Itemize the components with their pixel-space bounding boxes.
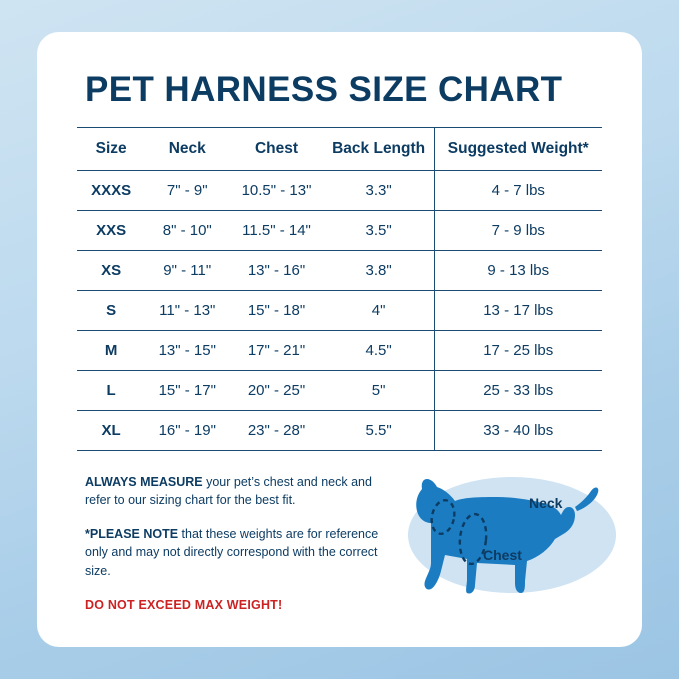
footer-section bbox=[77, 473, 602, 627]
note-measure-lead: ALWAYS MEASURE bbox=[85, 475, 203, 489]
cell-chest: 10.5" - 13" bbox=[229, 171, 324, 211]
column-header-size: Size bbox=[77, 128, 145, 171]
cell-back-length: 4.5" bbox=[324, 331, 434, 371]
note-please bbox=[85, 525, 397, 579]
cell-chest: 15" - 18" bbox=[229, 291, 324, 331]
cell-size: S bbox=[77, 291, 145, 331]
cell-size: L bbox=[77, 371, 145, 411]
table-row bbox=[77, 411, 602, 451]
cell-size: XXS bbox=[77, 211, 145, 251]
table-row bbox=[77, 291, 602, 331]
table-header-row bbox=[77, 128, 602, 171]
cell-neck: 8" - 10" bbox=[145, 211, 229, 251]
column-header-chest: Chest bbox=[229, 128, 324, 171]
note-measure-text: your pet’s chest and neck and refer to our sizing chart for the best fit. bbox=[85, 475, 372, 508]
cell-neck: 15" - 17" bbox=[145, 371, 229, 411]
cell-size: XL bbox=[77, 411, 145, 451]
page-title: PET HARNESS SIZE CHART bbox=[85, 70, 563, 109]
cell-weight: 13 - 17 lbs bbox=[434, 291, 602, 331]
cell-size: XXXS bbox=[77, 171, 145, 211]
dog-illustration-svg bbox=[397, 467, 627, 607]
cell-chest: 13" - 16" bbox=[229, 251, 324, 291]
cell-back-length: 5" bbox=[324, 371, 434, 411]
table-body bbox=[77, 171, 602, 451]
size-chart-table bbox=[77, 127, 602, 451]
table-row bbox=[77, 211, 602, 251]
table-row bbox=[77, 331, 602, 371]
cell-chest: 17" - 21" bbox=[229, 331, 324, 371]
cell-neck: 13" - 15" bbox=[145, 331, 229, 371]
cell-back-length: 5.5" bbox=[324, 411, 434, 451]
cell-weight: 9 - 13 lbs bbox=[434, 251, 602, 291]
cell-chest: 20" - 25" bbox=[229, 371, 324, 411]
cell-back-length: 3.8" bbox=[324, 251, 434, 291]
column-header-neck: Neck bbox=[145, 128, 229, 171]
figure-label-chest: Chest bbox=[483, 547, 522, 563]
cell-neck: 16" - 19" bbox=[145, 411, 229, 451]
cell-weight: 33 - 40 lbs bbox=[434, 411, 602, 451]
dog-figure bbox=[397, 473, 602, 627]
note-measure bbox=[85, 473, 397, 509]
cell-neck: 9" - 11" bbox=[145, 251, 229, 291]
cell-neck: 11" - 13" bbox=[145, 291, 229, 331]
cell-weight: 7 - 9 lbs bbox=[434, 211, 602, 251]
note-please-lead: *PLEASE NOTE bbox=[85, 527, 179, 542]
table-row bbox=[77, 371, 602, 411]
cell-back-length: 4" bbox=[324, 291, 434, 331]
column-header-back-length: Back Length bbox=[324, 128, 434, 171]
cell-weight: 4 - 7 lbs bbox=[434, 171, 602, 211]
note-please-text: that these weights are for reference only and may not directly correspond with the correct size. bbox=[85, 527, 379, 578]
cell-size: XS bbox=[77, 251, 145, 291]
cell-weight: 17 - 25 lbs bbox=[434, 331, 602, 371]
figure-label-neck: Neck bbox=[529, 495, 563, 511]
cell-size: M bbox=[77, 331, 145, 371]
cell-chest: 23" - 28" bbox=[229, 411, 324, 451]
notes-block bbox=[77, 473, 397, 627]
cell-weight: 25 - 33 lbs bbox=[434, 371, 602, 411]
table-head bbox=[77, 128, 602, 171]
column-header-suggested-weight: Suggested Weight* bbox=[434, 128, 602, 171]
cell-back-length: 3.3" bbox=[324, 171, 434, 211]
cell-back-length: 3.5" bbox=[324, 211, 434, 251]
cell-neck: 7" - 9" bbox=[145, 171, 229, 211]
warning-text: DO NOT EXCEED MAX WEIGHT! bbox=[85, 597, 283, 612]
table-row bbox=[77, 251, 602, 291]
size-chart-card bbox=[37, 32, 642, 647]
cell-chest: 11.5" - 14" bbox=[229, 211, 324, 251]
table-row bbox=[77, 171, 602, 211]
